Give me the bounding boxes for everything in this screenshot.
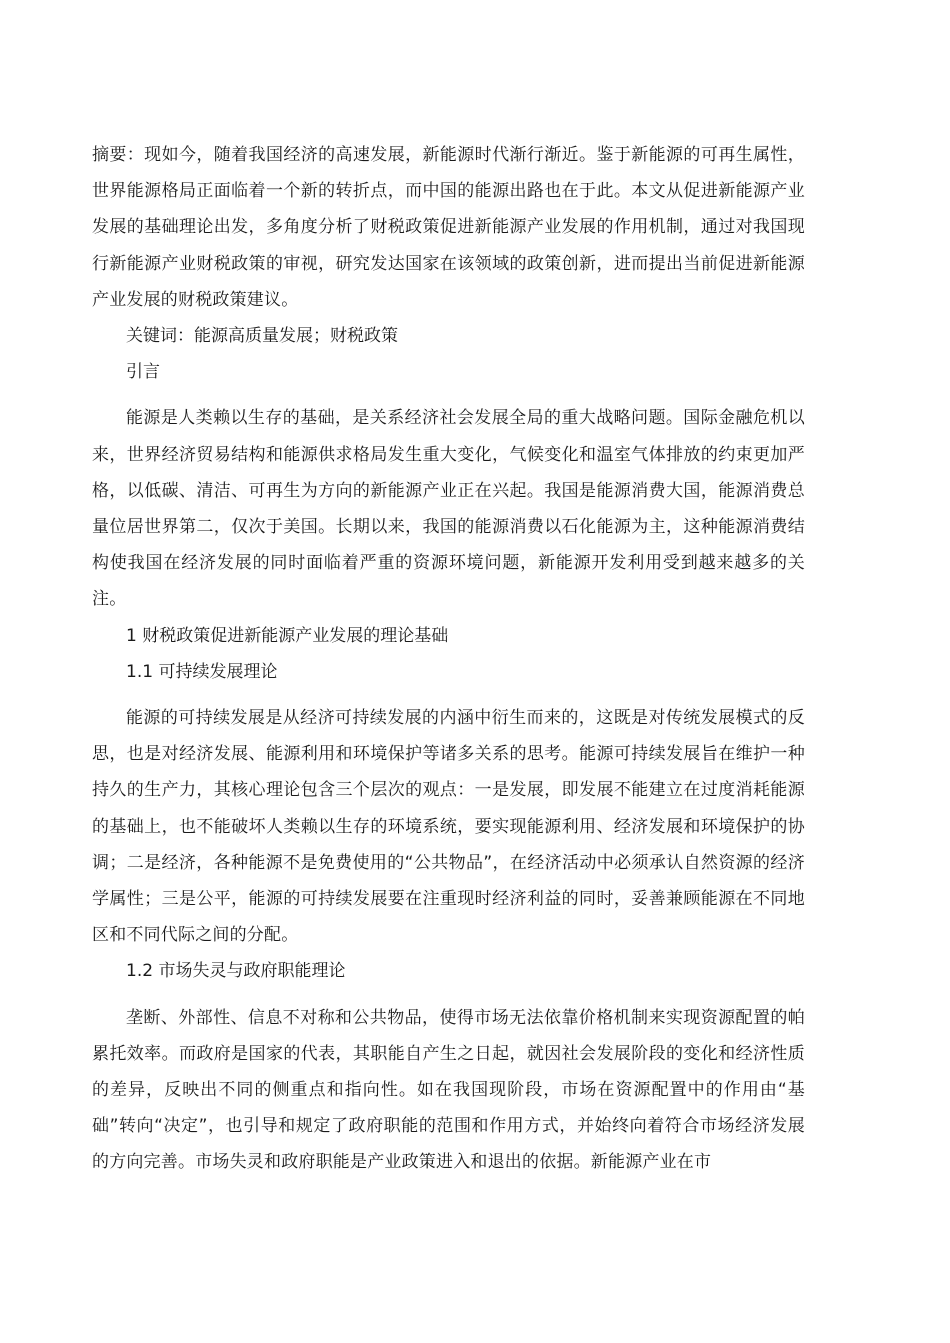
section-1-2-heading: 1.2 市场失灵与政府职能理论 xyxy=(126,961,346,982)
intro-paragraph: 能源是人类赖以生存的基础，是关系经济社会发展全局的重大战略问题。国际金融危机以来，世界经济贸易结构和能源供求格局发生重大变化，气候变化和温室气体排放的约束更加严格，以低碳、清洁、可再生为方向的新能源产业正在兴起。我国是能源消费大国，能源消费总量位居世界第二，仅次于美国。长期以来，我国的能源消费以石化能源为主，这种能源消费结构使我国在经济发展的同时面临着严重的资源环境问题，新能源开发利用受到越来越多的关注。 xyxy=(92,408,805,610)
document-page xyxy=(92,137,805,1181)
section-1-1-heading: 1.1 可持续发展理论 xyxy=(126,661,278,682)
section-1-heading: 1 财税政策促进新能源产业发展的理论基础 xyxy=(126,625,449,646)
keywords-line: 关键词：能源高质量发展；财税政策 xyxy=(126,326,398,347)
intro-heading: 引言 xyxy=(126,362,160,383)
section-1-1-paragraph: 能源的可持续发展是从经济可持续发展的内涵中衍生而来的，这既是对传统发展模式的反思，也是对经济发展、能源利用和环境保护等诸多关系的思考。能源可持续发展旨在维护一种持久的生产力，其核心理论包含三个层次的观点：一是发展，即发展不能建立在过度消耗能源的基础上，也不能破坏人类赖以生存的环境系统，要实现能源利用、经济发展和环境保护的协调；二是经济，各种能源不是免费使用的“公共物品”，在经济活动中必须承认自然资源的经济学属性；三是公平，能源的可持续发展要在注重现时经济利益的同时，妥善兼顾能源在不同地区和不同代际之间的分配。 xyxy=(92,708,805,946)
abstract-paragraph: 摘要：现如今，随着我国经济的高速发展，新能源时代渐行渐近。鉴于新能源的可再生属性，世界能源格局正面临着一个新的转折点，而中国的能源出路也在于此。本文从促进新能源产业发展的基础理论出发，多角度分析了财税政策促进新能源产业发展的作用机制，通过对我国现行新能源产业财税政策的审视，研究发达国家在该领域的政策创新，进而提出当前促进新能源产业发展的财税政策建议。 xyxy=(92,145,805,310)
section-1-2-paragraph: 垄断、外部性、信息不对称和公共物品，使得市场无法依靠价格机制来实现资源配置的帕累托效率。而政府是国家的代表，其职能自产生之日起，就因社会发展阶段的变化和经济性质的差异，反映出不同的侧重点和指向性。如在我国现阶段，市场在资源配置中的作用由“基础”转向“决定”，也引导和规定了政府职能的范围和作用方式，并始终向着符合市场经济发展的方向完善。市场失灵和政府职能是产业政策进入和退出的依据。新能源产业在市 xyxy=(92,1007,805,1173)
